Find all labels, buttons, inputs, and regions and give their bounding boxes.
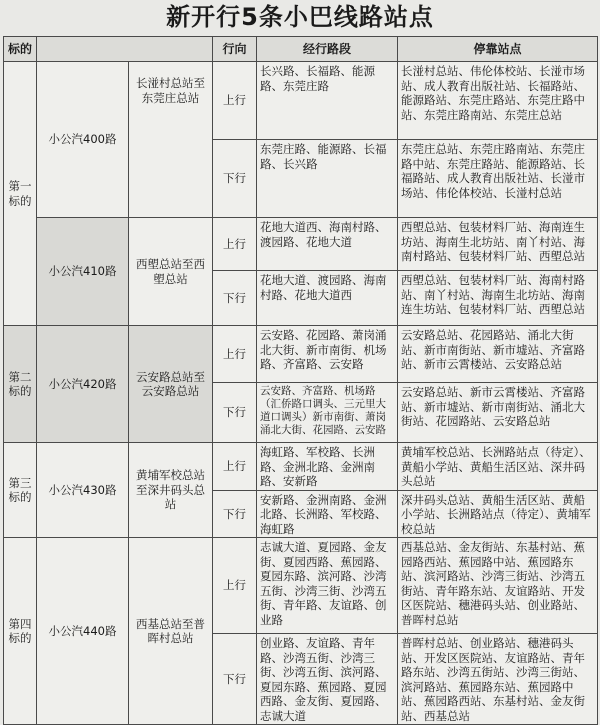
- header-tender: 标的: [4, 37, 37, 62]
- header-blank: [37, 37, 213, 62]
- section-cell: 创业路、友谊路、青年路、沙湾五街、沙湾三街、沙湾五街、滨河路、夏园东路、蕉园路、夏园西路、金友街、夏园路、志诚大道: [257, 634, 398, 725]
- direction-cell: 下行: [213, 140, 257, 218]
- route-terminus: 西塱总站至西塱总站: [129, 218, 213, 326]
- stops-cell: 普晖村总站、创业路站、穗港码头站、开发区医院站、友谊路站、青年路东站、沙湾五街站、沙湾三街站、滨河路站、蕉园路东站、蕉园路中站、蕉园路西站、东基村站、金友街站、西基总站: [398, 634, 598, 725]
- route-name: 小公汽420路: [37, 326, 129, 443]
- bus-route-table: [3, 36, 598, 725]
- page-title: 新开行5条小巴线路站点: [166, 3, 434, 31]
- section-cell: 花地大道、渡园路、海南村路、花地大道西: [257, 271, 398, 326]
- header-direction: 行向: [213, 37, 257, 62]
- route-terminus: 长湴村总站至东莞庄总站: [129, 62, 213, 218]
- direction-cell: 下行: [213, 490, 257, 538]
- direction-cell: 上行: [213, 443, 257, 491]
- route-terminus: 云安路总站至云安路总站: [129, 326, 213, 443]
- direction-cell: 下行: [213, 271, 257, 326]
- route-terminus: 黄埔军校总站至深井码头总站: [129, 443, 213, 538]
- section-cell: 长兴路、长福路、能源路、东莞庄路: [257, 62, 398, 140]
- table-row: [4, 443, 598, 491]
- direction-cell: 上行: [213, 218, 257, 271]
- stops-cell: 西塱总站、包装材料厂站、海南连生坊站、海南生北坊站、南丫村站、海南村路站、包装材料厂站、西塱总站: [398, 218, 598, 271]
- tender-cell: 第三标的: [4, 443, 37, 538]
- table-header-row: [4, 37, 598, 62]
- route-name: 小公汽410路: [37, 218, 129, 326]
- stops-cell: 云安路总站、新市云霄楼站、齐富路站、新市墟站、新市南街站、涌北大街站、花园路站、云安路总站: [398, 383, 598, 443]
- stops-cell: 深井码头总站、黄船生活区站、黄船小学站、长洲路站点（待定）、黄埔军校总站: [398, 490, 598, 538]
- stops-cell: 黄埔军校总站、长洲路站点（待定）、黄船小学站、黄船生活区站、深井码头总站: [398, 443, 598, 491]
- tender-cell: 第四标的: [4, 538, 37, 725]
- direction-cell: 下行: [213, 634, 257, 725]
- direction-cell: 下行: [213, 383, 257, 443]
- table-row: [4, 218, 598, 271]
- section-cell: 志诚大道、夏园路、金友街、夏园西路、蕉园路、夏园东路、滨河路、沙湾五街、沙湾三街、沙湾五街、青年路、友谊路、创业路: [257, 538, 398, 634]
- section-cell: 东莞庄路、能源路、长福路、长兴路: [257, 140, 398, 218]
- stops-cell: 长湴村总站、伟伦体校站、长湴市场站、成人教育出版社站、长福路站、能源路站、东莞庄路站、东莞庄路中站、东莞庄路南站、东莞庄总站: [398, 62, 598, 140]
- section-cell: 云安路、花园路、萧岗涌北大街、新市南街、机场路、齐富路、云安路: [257, 326, 398, 383]
- stops-cell: 西塱总站、包装材料厂站、海南村路站、南丫村站、海南生北坊站、海南连生坊站、包装材料厂站、西塱总站: [398, 271, 598, 326]
- direction-cell: 上行: [213, 538, 257, 634]
- stops-cell: 云安路总站、花园路站、涌北大街站、新市南街站、新市墟站、齐富路站、新市云霄楼站、云安路总站: [398, 326, 598, 383]
- stops-cell: 西基总站、金友街站、东基村站、蕉园路西站、蕉园路中站、蕉园路东站、滨河路站、沙湾三街站、沙湾五街站、青年路东站、友谊路站、开发区医院站、穗港码头站、创业路站、普晖村总站: [398, 538, 598, 634]
- header-section: 经行路段: [257, 37, 398, 62]
- tender-cell: 第一标的: [4, 62, 37, 326]
- section-cell: 海虹路、军校路、长洲路、金洲北路、金洲南路、安新路: [257, 443, 398, 491]
- stops-cell: 东莞庄总站、东莞庄路南站、东莞庄路中站、东莞庄路站、能源路站、长福路站、成人教育出版社站、长湴市场站、伟伦体校站、长湴村总站: [398, 140, 598, 218]
- section-cell: 花地大道西、海南村路、渡园路、花地大道: [257, 218, 398, 271]
- route-name: 小公汽430路: [37, 443, 129, 538]
- table-row: [4, 326, 598, 383]
- route-name: 小公汽440路: [37, 538, 129, 725]
- direction-cell: 上行: [213, 62, 257, 140]
- direction-cell: 上行: [213, 326, 257, 383]
- route-terminus: 西基总站至普晖村总站: [129, 538, 213, 725]
- table-row: [4, 538, 598, 634]
- section-cell: 安新路、金洲南路、金洲北路、长洲路、军校路、海虹路: [257, 490, 398, 538]
- header-stops: 停靠站点: [398, 37, 598, 62]
- section-cell: 云安路、齐富路、机场路（汇侨路口调头、三元里大道口调头）新市南街、萧岗涌北大街、花园路、云安路: [257, 383, 398, 443]
- tender-cell: 第二标的: [4, 326, 37, 443]
- table-row: [4, 62, 598, 140]
- route-name: 小公汽400路: [37, 62, 129, 218]
